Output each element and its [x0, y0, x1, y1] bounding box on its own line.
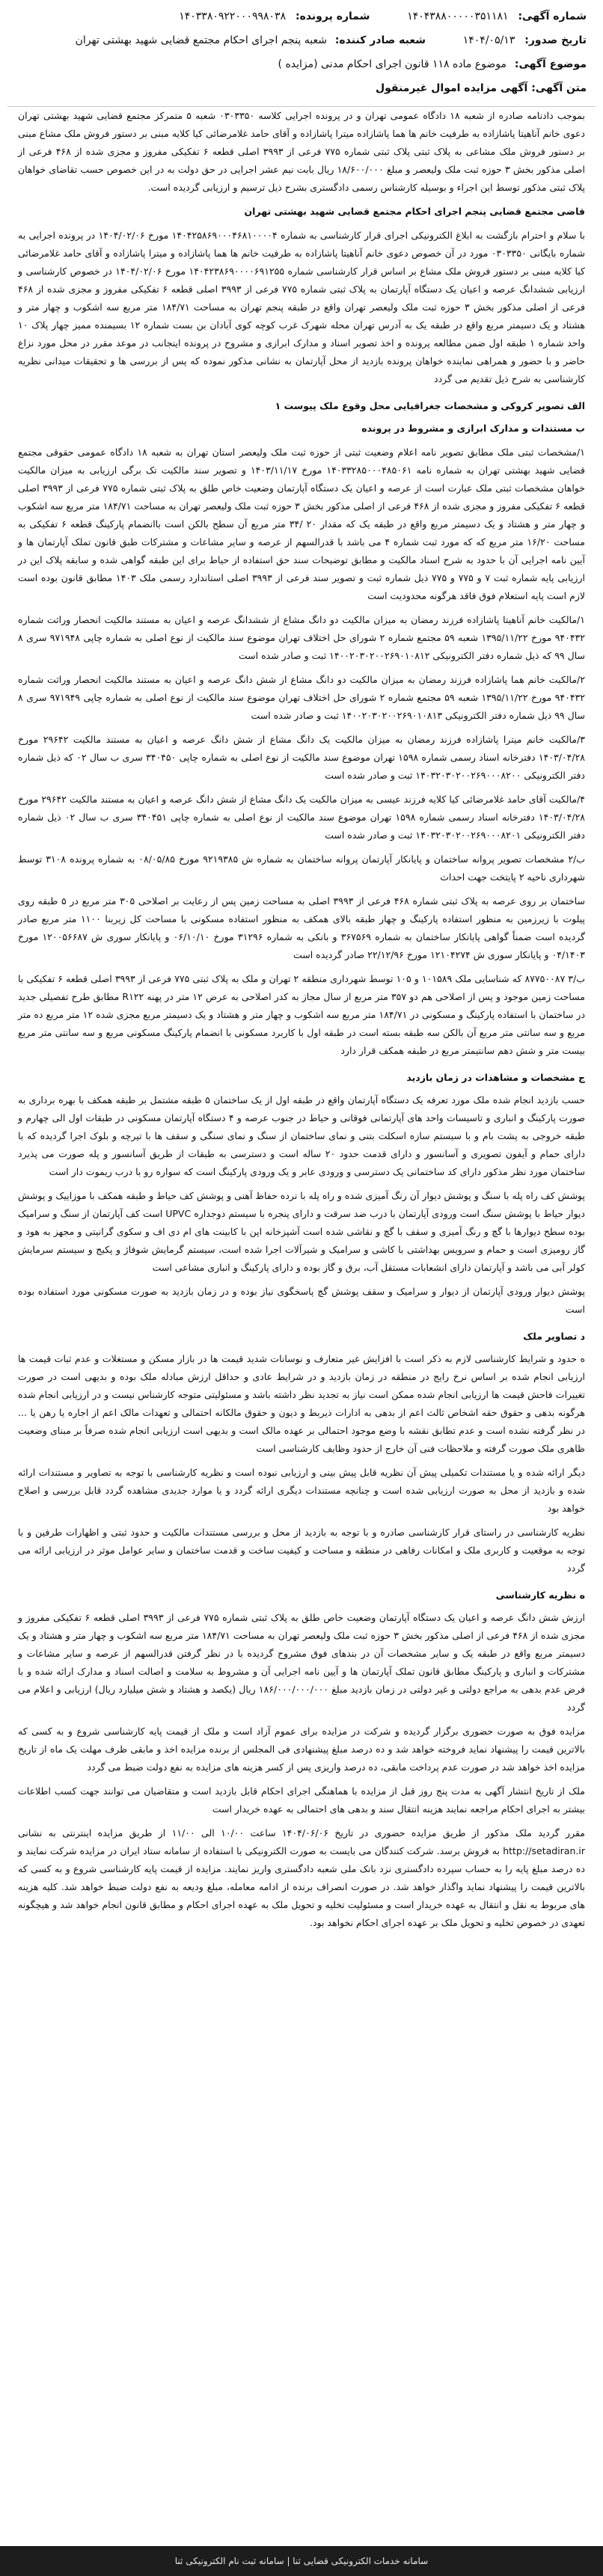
- section-text: ۲/مالکیت خانم هما پاشازاده فرزند رمضان به میزان مالکیت دو دانگ مشاع از شش دانگ عرصه و اعیان به مستند مالکیت انحصار وراثت شماره ۹۴۰۴۳۲ مورخ ۱۳۹۵/۱۱/۲۲ شعبه ۵۹ مجتمع شماره ۲ شورای حل اختلاف تهران موضوع سند مالکیت از نوع اصلی به شماره چاپی ۹۷۱۹۴۹ سری ۸ سال ۹۹ ذیل شماره دفتر الکترونیکی ۱۴۰۰۲۰۳۰۲۰۰۲۶۹۰۱۰۸۱۳ ثبت و صادر شده است: [18, 674, 585, 721]
- issuer-value: شعبه پنجم اجرای احکام مجتمع قضایی شهید بهشتی تهران: [75, 34, 327, 46]
- issue-date-row: [76, 34, 587, 46]
- issue-date-label: تاریخ صدور:: [524, 34, 587, 46]
- paragraph: قاضی مجتمع قضایی پنجم اجرای احکام مجتمع قضایی شهید بهشتی تهران: [244, 206, 585, 217]
- notice-number-row: [179, 10, 587, 22]
- section-title: د تصاویر ملک: [523, 1331, 585, 1342]
- section-text: ب/۳ ۸۷۷۵۰۰۸۷ که شناسایی ملک ۱۰۱۵۸۹ و ۱۰۵ توسط شهرداری منطقه ۲ تهران و ملک به پلاک ثبتی ۷۷۵ فرعی از ۳۹۹۳ اصلی قطعه ۶ تفکیکی با مساحت زمین موجود و پس از اصلاحی هم دو ۳۵۷ متر مربع از سال مجاز به کدر اصلاحی به عرض ۱۲ متر در پهنه R۱۲۲ مطابق طرح تفصیلی جدید در ساختمان با استفاده پارکینگ و مسکونی در ۱۸۴/۷۱ متر مربع سه اشکوب و چهار متر و هشتاد و یک دسیمتر مربع مجزی شده ۱۲ متر مربع ده متر مربع و سه سانتی متر مربع آن بالکن سه طبقه بسته است در طبقه اول با کاربرد مسکونی با انضمام پارکینگ مسکونی مربع و سه سانتی متر مربع بیست متر و شش دهم سانتیمتر مربع در طبقه همکف قرار دارد: [18, 973, 586, 1056]
- notice-content: [7, 107, 596, 1932]
- section-title: ج مشخصات و مشاهدات در زمان بازدید: [406, 1072, 585, 1083]
- notice-header: [7, 0, 596, 107]
- notice-number-value: ۱۴۰۴۳۸۸۰۰۰۰۰۳۵۱۱۸۱: [407, 10, 509, 22]
- paragraph: با سلام و احترام بازگشت به ابلاغ الکترونیکی اجرای قرار کارشناسی به شماره ۱۴۰۴۲۵۸۶۹۰۰۰۴۶۸۱۰۰۰۰۴ مورخ ۱۴۰۴/۰۲/۰۶ در پرونده اجرایی به شماره بایگانی ۰۳۰۳۳۵۰ مورد در آن خصوص دعوی خانم آناهیتا پاشازاده به طرفیت خانم ها هما پاشازاده و میترا پاشازاده و آقای حامد غلامرضائی کیا کلایه مبنی بر دستور فروش ملک مشاع بر اساس قرار کارشناسی شماره ۱۴۰۴۲۳۸۶۹۰۰۰۰۶۹۱۲۵۵ مورخ ۱۴۰۴/۰۲/۰۶ در خصوص کارشناسی و ارزیابی ششدانگ عرصه و اعیان یک دستگاه آپارتمان به پلاک ثبتی شماره ۷۷۵ فرعی از ۳۹۹۳ اصلی قطعه ۶ تفکیکی مفروز و مجزی شده از ۴۶۸ فرعی از اصلی مذکور بخش ۳ حوزه ثبت ملک ولیعصر تهران واقع در طبقه پنجم تهران به مساحت ۱۸۴/۷۱ متر مربع سه اشکوب و چهار متر و هشتاد و یک دسیمتر مربع واقع در طبقه یک به آدرس تهران محله شهرک غرب کوچه کوی آبادان بن بست شماره ۱۲ بسیمنده ممیز چهار پلاک ۱۰ واحد شماره ۱ طبقه اول ضمن مطالعه پرونده و اخذ تصویر اسناد و مدارک ابرازی و مشروح در پرونده اینجانب در موعد مقرر در محل مورد نزاع حاضر و با حضور و همراهی نماینده خواهان پرونده بازدید از محل آپارتمان به نشانی مذکور نموده که پس از بررسی ها و تحقیقات میدانی نظریه کارشناسی به شرح ذیل تقدیم می گردد: [18, 230, 586, 384]
- issuer-label: شعبه صادر کننده:: [334, 34, 426, 46]
- section-text: مقرر گردید ملک مذکور از طریق مزایده حضوری در تاریخ ۱۴۰۴/۰۶/۰۶ ساعت ۱۰/۰۰ الی ۱۱/۰۰ از طریق مزایده اینترنتی به نشانی http://setadiran.ir به فروش برسد. شرکت کنندگان می بایست به صورت الکترونیکی با استفاده از سامانه ستاد ایران در مزایده شرکت نمایند و ده درصد مبلغ پایه را به حساب سپرده دادگستری نزد بانک ملی شعبه دادگستری واریز نمایند. مزایده از قیمت پایه کارشناسی شروع و به کسی که بالاترین قیمت را پیشنهاد نماید واگذار خواهد شد. در صورت انصراف برنده از ادامه معامله، مبلغ ودیعه به نفع دولت ضبط خواهد شد. کلیه هزینه های مربوط به نقل و انتقال به عهده خریدار است و مسئولیت تخلیه و تحویل ملک به عهده اجرای احکام و مطابق قانون انجام خواهد شد و هیچگونه تعهدی در خصوص تخلیه و تحویل ملک بر عهده اجرای احکام نخواهد بود.: [18, 1827, 585, 1928]
- site-footer: [0, 2546, 603, 2576]
- footer-text[interactable]: سامانه خدمات الکترونیکی قضایی ثنا | سامانه ثبت نام الکترونیکی ثنا: [174, 2556, 429, 2566]
- subject-label: موضوع آگهی:: [514, 58, 587, 70]
- section-text: ملک از تاریخ انتشار آگهی به مدت پنج روز قبل از مزایده با هماهنگی اجرای احکام قابل بازدید است و متقاضیان می توانند جهت کسب اطلاعات بیشتر به اجرای احکام مراجعه نمایند هزینه انتقال سند و بدهی های احتمالی به عهده خریدار است: [18, 1785, 585, 1815]
- section-text: پوشش دیوار ورودی آپارتمان از دیوار و سرامیک و سقف پوشش گچ پاسخگوی نیاز بوده و در زمان بازدید به صورت مسکونی مورد استفاده بوده است: [18, 1286, 585, 1315]
- section-text: حسب بازدید انجام شده ملک مورد تعرفه یک دستگاه آپارتمان واقع در طبقه اول از یک ساختمان ۵ طبقه مشتمل بر طبقه همکف با بهره برداری به صورت پارکینگ و انباری و تاسیسات واحد های آپارتمانی فوقانی و حیاط در جنوب عرصه و ۴ دستگاه آپارتمان مسکونی در طبقات اول الی چهارم و طبقه خروجی به پشت بام و با سیستم سازه اسکلت بتنی و نمای ساختمان از سنگ و نمای سنگی و سقف ها با تیرچه و بلوک اجرا گردیده که با دارای حمام و آیفون تصویری و آسانسور و دارای قدمت حدود ۲۰ ساله است و دسترسی به طبقات از طریق آسانسور و پله صورت می پذیرد ساختمان مورد نظر مذکور دارای کد ساختمانی یک دسترسی و ورودی عابر و یک ورودی پارکینگ است که سواره رو با درب ریموت دار است: [18, 1094, 586, 1177]
- file-number-value: ۱۴۰۳۳۸۰۹۲۲۰۰۰۹۹۸۰۳۸: [179, 10, 287, 22]
- section-title: ه نظریه کارشناسی: [495, 1589, 585, 1601]
- section-text: ۴/مالکیت آقای حامد غلامرضائی کیا کلایه فرزند عیسی به میزان مالکیت یک دانگ مشاع از شش دانگ عرصه و اعیان به مستند مالکیت ۲۹۶۴۲ مورخ ۱۴۰۳/۰۴/۲۸ دفترخانه اسناد رسمی شماره ۱۵۹۸ تهران موضوع سند مالکیت از نوع اصلی به شماره چاپی ۳۴۰۴۵۱ سری ب سال ۰۲ ذیل شماره دفتر الکترونیکی ۱۴۰۳۲۰۳۰۲۰۰۲۶۹۰۰۰۸۲۰۱ ثبت و صادر شده است: [18, 794, 586, 841]
- section-text: نظریه کارشناسی در راستای قرار کارشناسی صادره و با توجه به بازدید از محل و بررسی مستندات مالکیت و حدود ثبتی و اظهارات طرفین و با توجه به موقعیت و کاربری ملک و امکانات رفاهی در منطقه و مساحت و کیفیت ساخت و قدمت ساختمان و سایر عوامل موثر در ارزیابی ارائه می گردد: [18, 1527, 585, 1574]
- section-text: ارزش شش دانگ عرصه و اعیان یک دستگاه آپارتمان وضعیت خاص طلق به پلاک ثبتی شماره ۷۷۵ فرعی از ۳۹۹۳ اصلی قطعه ۶ تفکیکی مفروز و مجزی شده از ۴۶۸ فرعی از اصلی مذکور بخش ۳ حوزه ثبت ملک ولیعصر تهران به مساحت ۱۸۴/۷۱ متر مربع سه اشکوب و چهار متر و هشتاد و یک دسیمتر مربع واقع در طبقه یک و سایر مشخصات آن در بندهای فوق مشروح گردیده با در نظر گرفتن قدرالسهم از عرصه و سایر مشاعات و مشترکات و انباری و پارکینگ مطابق قانون تملک آپارتمان ها و آیین نامه اجرایی آن و مشروط به سلامت و اصالت اسناد و مدارک ارائه شده و با فرض عدم بدهی به مراجع دولتی و غیر دولتی در زمان بازدید مبلغ ۱۸۶/۰۰۰/۰۰۰/۰۰۰ ریال (یکصد و هشتاد و شش میلیارد ریال) ارزیابی و اعلام می گردد: [18, 1612, 586, 1713]
- section-text: پوشش کف راه پله با سنگ و پوشش دیوار آن رنگ آمیزی شده و راه پله با نرده حفاظ آهنی و پوشش کف حیاط و طبقه همکف با موزاییک و پوشش دیوار حیاط با پوشش سنگ است ورودی آپارتمان با درب ضد سرقت و دارای پنجره با سیستم دوجداره UPVC است کف آپارتمان از سنگ و سرامیک بوده سطح دیوارها با گچ و رنگ آمیزی و سقف با گچ و نقاشی شده است آشپزخانه اپن با کابینت های ام دی اف و سکوی گرانیتی و مجهز به هود و گاز رومیزی است و حمام و سرویس بهداشتی با کاشی و سرامیک و شیرآلات اجرا شده است، سیستم گرمایش شوفاژ و پکیج و سیستم سرمایش کولر آبی می باشد و آپارتمان دارای انشعابات مستقل آب، برق و گاز بوده و دارای پارکینگ و انباری مشاعی است: [18, 1190, 585, 1273]
- section-text: مزایده فوق به صورت حضوری برگزار گردیده و شرکت در مزایده برای عموم آزاد است و ملک از قیمت پایه کارشناسی شروع و به کسی که بالاترین قیمت را پیشنهاد نماید فروخته خواهد شد و ده درصد مبلغ پیشنهادی فی المجلس از برنده مزایده اخذ و مابقی ظرف مهلت یک ماه از تاریخ مزایده اخذ خواهد شد در صورت عدم پرداخت مابقی، ده درصد واریزی پس از کسر هزینه های مزایده به نفع دولت ضبط می گردد: [18, 1726, 585, 1773]
- issue-date-value: ۱۴۰۴/۰۵/۱۳: [462, 34, 515, 46]
- subject-row: [278, 58, 587, 70]
- paragraph: بموجب دادنامه صادره از شعبه ۱۸ دادگاه عمومی تهران و در پرونده اجرایی کلاسه ۰۳۰۳۳۵۰ شعبه ۵ متمرکز مجتمع قضایی شهید بهشتی تهران دعوی خانم آناهیتا پاشازاده به طرفیت خانم ها هما پاشازاده میترا پاشازاده و آقای حامد غلامرضائی کیا کلایه مبنی بر دستور فروش ملک مشاع مبنی بر دستور فروش ملک مشاعی به پلاک ثبتی پلاک ثبتی شماره ۷۷۵ فرعی از ۳۹۹۳ اصلی قطعه ۶ تفکیکی مفروز و مجزی شده از ۴۶۸ فرعی از اصلی مذکور بخش ۳ حوزه ثبت ملک ولیعصر و مبلغ ۱۸/۶۰۰/۰۰۰ ریال بابت نیم عشر اجرایی در حق دولت به در این خصوص حسب تقاضای خواهان پلاک ثبتی مذکور توسط این اجراء و بوسیله کارشناس رسمی دادگستری بشرح ذیل ترسیم و ارزیابی گردیده است.: [18, 110, 585, 193]
- section-text: ۱/مشخصات ثبتی ملک مطابق تصویر نامه اعلام وضعیت ثبتی از حوزه ثبت ملک ولیعصر استان تهران به شعبه ۱۸ دادگاه عمومی حقوقی مجتمع قضایی شهید بهشتی تهران به شماره نامه ۱۴۰۳۳۲۸۵۰۰۰۴۸۵۰۶۱ مورخ ۱۴۰۳/۱۱/۱۷ و تصویر سند مالکیت تک برگی ارزیابی به میزان مالکیت خواهان مشخصات ثبتی ملک عبارت است از عرصه و اعیان یک دستگاه آپارتمان وضعیت خاص طلق به پلاک ثبتی شماره ۷۷۵ فرعی از ۳۹۹۳ اصلی قطعه ۶ تفکیکی مفروز و مجزی شده از ۴۶۸ فرعی از اصلی مذکور بخش ۳ حوزه ثبت ملک ولیعصر تهران به مساحت ۱۸۴/۷۱ متر مربع سه اشکوب و چهار متر و هشتاد و یک دسیمتر مربع واقع در طبقه یک که مقدار ۲۰ /۳۴ متر مربع آن سطح بالکن است باانضمام پارکینگ قطعه ۶ تفکیکی به مساحت ۱۶/۲۰ متر مربع که که مورد ثبت شماره ۴ می باشد با قدرالسهم از عرصه و سایر مشاعات و مشترکات طبق قانون تملک آپارتمان ها و آیین نامه اجرایی آن با حدود به شرح اسناد مالکیت و مطابق توضیحات سند حق استفاده از حیاط برای این طبقه گواهی شده و سابقه پلاک این در ارزیابی پایه شماره ثبت ۷ و ۷۷۵ و ۷۷۵ ذیل شماره ثبت و تصویر سند فرعی از ۳۹۹۳ اصلی استاندارد رسمی ملک ۱۴۰۳ مطابق قانون بوده است لازم است پایه استعلام فوق فاقد هرگونه محدودیت است: [18, 447, 585, 601]
- section-text: ه حدود و شرایط کارشناسی لازم به ذکر است با افزایش غیر متعارف و نوسانات شدید قیمت ها در بازار مسکن و مستغلات و عدم ثبات قیمت ها ارزیابی انجام شده بر اساس نرخ رایج در منطقه در زمان بازدید و در شرایط عادی و حداقل ارزش مبادله ملک بوده و بدیهی است در صورت تغییرات فاحش قیمت ها ارزیابی انجام شده ممکن است نیاز به تجدید نظر داشته باشد و مسئولیتی متوجه کارشناس نیست و در ارزیابی انجام شده هرگونه بدهی و حقوق حقه اشخاص ثالث اعم از بدهی به ادارات ذیربط و دیون و حقوق مالکانه احتمالی و تعهدات مالک اعم از اجاره یا رهن یا ... در نظر گرفته نشده است و عدم تطابق نقشه با وضع موجود احتمالی بر عهده مالک است و بدیهی است ارزیابی انجام شده صرفاً بر مبنای وضعیت ظاهری ملک صورت گرفته و ملاحظات فنی آن خارج از حدود وظایف کارشناسی است: [18, 1353, 585, 1454]
- section-title: الف تصویر کروکی و مشخصات جغرافیایی محل وقوع ملک پیوست ۱: [275, 400, 585, 411]
- notice-number-label: شماره آگهی:: [518, 10, 587, 22]
- section-text: ساختمان بر روی عرصه به پلاک ثبتی شماره ۴۶۸ فرعی از ۳۹۹۳ اصلی به مساحت زمین پس از رعایت بر اصلاحی ۳۰۵ متر مربع در ۵ طبقه روی پیلوت با زیرزمین به منظور استفاده پارکینگ و چهار طبقه بالای همکف به منظور استفاده مسکونی با مساحت کل زیربنا ۱۱۰۰ متر مربع صادر گردیده است ضمناً گواهی پایانکار ساختمان به شماره ۳۶۷۵۶۹ و بانکی به شماره ۳۱۲۹۶ مورخ ۰۶/۱۰/۱۰ و پایانکار سوری ش ۱۲۰۰۵۶۶۸۷ مورخ ۰۴/۱۴۰۳ و پایانکار سوری ش ۱۲۱۰۴۲۷۴ مورخ ۲۲/۱۲/۹۶ صادر گردیده است: [18, 895, 585, 960]
- section-text: ۳/مالکیت خانم میترا پاشازاده فرزند رمضان به میزان مالکیت یک دانگ مشاع از شش دانگ عرصه و اعیان به مستند مالکیت ۲۹۶۴۲ مورخ ۱۴۰۳/۰۴/۲۸ دفترخانه اسناد رسمی شماره ۱۵۹۸ تهران موضوع سند مالکیت از نوع اصلی به شماره چاپی ۳۴۰۴۵۰ سری ب سال ۰۲ که ذیل شماره دفتر الکترونیکی ۱۴۰۳۲۰۳۰۲۰۰۲۶۹۰۰۰۸۲۰۰ ثبت و صادر شده است: [18, 734, 585, 781]
- subject-value: موضوع ماده ۱۱۸ قانون اجرای احکام مدنی (مزایده ): [278, 58, 506, 70]
- file-number-label: شماره پرونده:: [295, 10, 370, 22]
- intro-title: متن آگهی: آگهی مزایده اموال غیرمنقول: [376, 82, 587, 94]
- section-text: ب/۲ مشخصات تصویر پروانه ساختمان و پایانکار آپارتمان پروانه ساختمان به شماره ش ۹۲۱۹۳۸۵ مورخ ۰۸/۰۵/۸۵ به شماره پرونده ۳۱۰۸ توسط شهرداری ناحیه ۲ پایتخت جهت احداث: [18, 853, 586, 883]
- section-text: ۱/مالکیت خانم آناهیتا پاشازاده فرزند رمضان به میزان مالکیت دو دانگ مشاع از ششدانگ عرصه و اعیان به مستند مالکیت انحصار وراثت شماره ۹۴۰۴۳۲ مورخ ۱۳۹۵/۱۱/۲۲ شعبه ۵۹ مجتمع شماره ۲ شورای حل اختلاف تهران موضوع سند مالکیت از نوع اصلی به شماره چاپی ۹۷۱۹۴۸ سری ۸ سال ۹۹ که ذیل شماره دفتر الکترونیکی ۱۴۰۰۲۰۳۰۲۰۰۲۶۹۰۱۰۸۱۲ ثبت و صادر شده است: [18, 614, 585, 661]
- intro-title-row: [376, 82, 587, 94]
- section-text: دیگر ارائه شده و یا مستندات تکمیلی پیش آن نظریه قابل پیش بینی و ارزیابی نبوده است و نظریه کارشناسی با توجه به تصاویر و مستندات ارائه شده و بازدید از محل به صورت ارزیابی شده است و چنانچه مستندات دیگری ارائه گردد و یا موارد جدیدی مشاهده گردد قابل بررسی و اصلاح خواهد بود: [18, 1467, 585, 1514]
- section-text: ب مستندات و مدارک ابرازی و مشروط در پرونده: [361, 423, 585, 434]
